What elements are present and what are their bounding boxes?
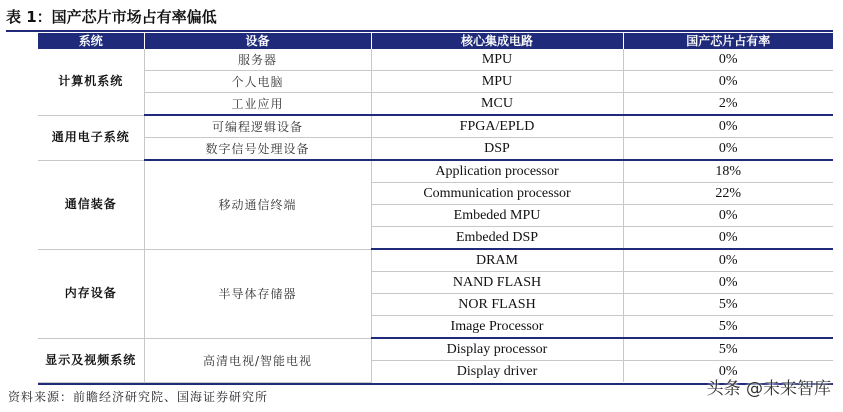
- share-cell: 2%: [623, 93, 833, 116]
- source-note: 资料来源：前瞻经济研究院、国海证券研究所: [8, 390, 269, 404]
- chip-cell: Embeded MPU: [371, 205, 623, 227]
- device-cell: 工业应用: [144, 93, 371, 116]
- share-cell: 0%: [623, 205, 833, 227]
- table-caption: 表 1：国产芯片市场占有率偏低: [6, 8, 217, 26]
- chip-cell: Image Processor: [371, 316, 623, 339]
- device-cell: 移动通信终端: [144, 160, 371, 249]
- chip-cell: DRAM: [371, 249, 623, 272]
- device-cell: 高清电视/智能电视: [144, 338, 371, 382]
- chip-cell: MCU: [371, 93, 623, 116]
- share-cell: 5%: [623, 294, 833, 316]
- share-cell: 5%: [623, 338, 833, 361]
- chip-cell: MPU: [371, 71, 623, 93]
- caption-rule: [6, 30, 833, 32]
- chip-cell: Embeded DSP: [371, 227, 623, 250]
- chip-cell: Display driver: [371, 361, 623, 383]
- table-row: [38, 138, 833, 161]
- header-core-ic: 核心集成电路: [371, 33, 623, 49]
- table-row: [38, 249, 833, 272]
- table-row: [38, 93, 833, 116]
- device-cell: 服务器: [144, 49, 371, 71]
- system-cell: 通信装备: [38, 160, 144, 249]
- watermark: 头条 @未来智库: [706, 379, 831, 399]
- share-cell: 0%: [623, 49, 833, 71]
- share-cell: 22%: [623, 183, 833, 205]
- table-row: [38, 338, 833, 361]
- table-row: [38, 115, 833, 138]
- device-cell: 数字信号处理设备: [144, 138, 371, 161]
- share-cell: 0%: [623, 138, 833, 161]
- system-cell: 显示及视频系统: [38, 338, 144, 382]
- table-row: [38, 160, 833, 183]
- chip-cell: DSP: [371, 138, 623, 161]
- chip-cell: NAND FLASH: [371, 272, 623, 294]
- device-cell: 半导体存储器: [144, 249, 371, 338]
- share-cell: 0%: [623, 361, 833, 383]
- share-cell: 18%: [623, 160, 833, 183]
- chip-cell: Application processor: [371, 160, 623, 183]
- chip-cell: Display processor: [371, 338, 623, 361]
- share-cell: 0%: [623, 272, 833, 294]
- share-cell: 0%: [623, 71, 833, 93]
- system-cell: 通用电子系统: [38, 115, 144, 160]
- header-system: 系统: [38, 33, 144, 49]
- table-header-row: [38, 33, 833, 49]
- table-row: [38, 49, 833, 71]
- system-cell: 内存设备: [38, 249, 144, 338]
- share-cell: 0%: [623, 115, 833, 138]
- chip-cell: MPU: [371, 49, 623, 71]
- table-row: [38, 71, 833, 93]
- header-domestic-share: 国产芯片占有率: [623, 33, 833, 49]
- share-cell: 0%: [623, 227, 833, 250]
- chip-cell: Communication processor: [371, 183, 623, 205]
- share-cell: 5%: [623, 316, 833, 339]
- share-cell: 0%: [623, 249, 833, 272]
- chip-cell: FPGA/EPLD: [371, 115, 623, 138]
- system-cell: 计算机系统: [38, 49, 144, 115]
- device-cell: 个人电脑: [144, 71, 371, 93]
- header-device: 设备: [144, 33, 371, 49]
- device-cell: 可编程逻辑设备: [144, 115, 371, 138]
- market-share-table: [38, 33, 833, 383]
- chip-cell: NOR FLASH: [371, 294, 623, 316]
